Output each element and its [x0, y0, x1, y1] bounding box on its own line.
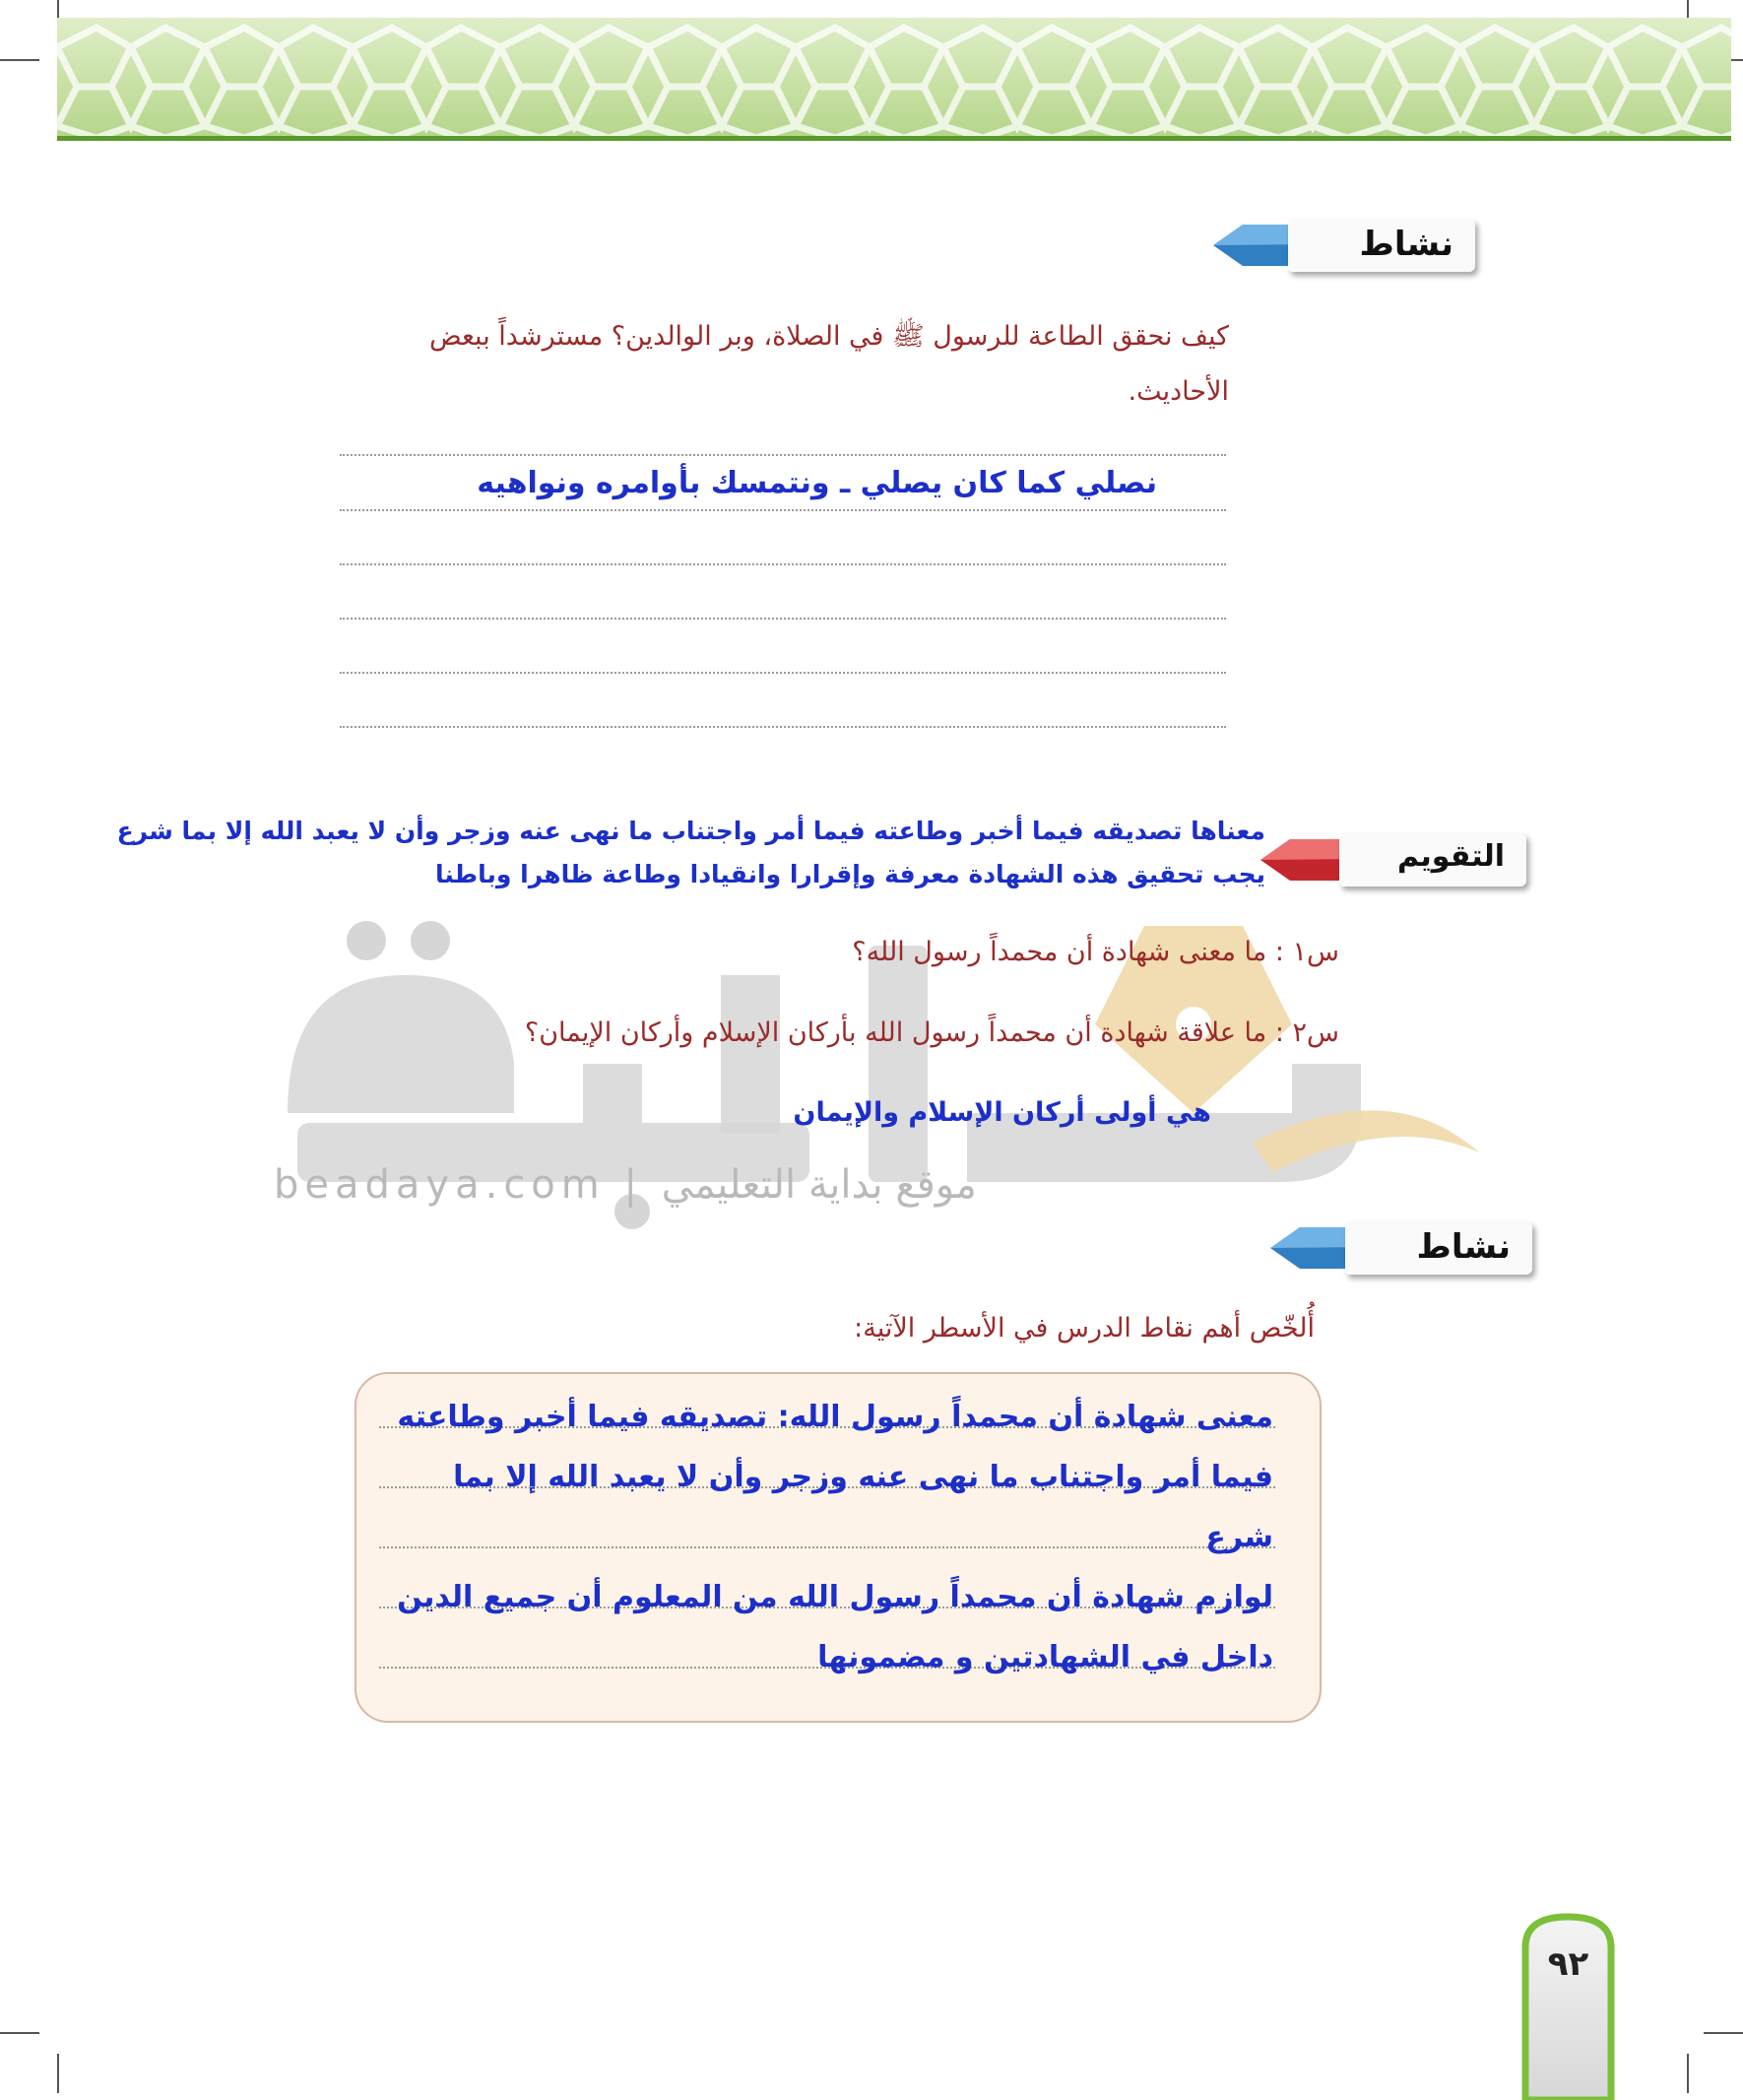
summary-text-line: لوازم شهادة أن محمداً رسول الله من المعلوم أن جميع الدين	[397, 1580, 1273, 1614]
evaluation-tag-label: التقويم	[1397, 839, 1505, 874]
answer-line	[340, 509, 1226, 511]
summary-text-line: فيما أمر واجتناب ما نهى عنه وزجر وأن لا يعبد الله إلا بما	[453, 1460, 1273, 1494]
activity-question-line: الأحاديث.	[1128, 376, 1229, 407]
summary-instruction: أُلخّص أهم نقاط الدرس في الأسطر الآتية:	[854, 1313, 1315, 1344]
header-banner	[57, 18, 1731, 138]
evaluation-answer-line: معناها تصديقه فيما أخبر وطاعته فيما أمر واجتناب ما نهى عنه وزجر وأن لا يعبد الله إلا بما شرع	[116, 817, 1265, 845]
activity-tag-label: نشاط	[1416, 1227, 1511, 1267]
answer-line	[340, 563, 1226, 565]
evaluation-question-1: س١ : ما معنى شهادة أن محمداً رسول الله؟	[852, 937, 1339, 967]
summary-text-line: داخل في الشهادتين و مضمونها	[817, 1640, 1273, 1674]
header-rule	[57, 136, 1731, 141]
crop-mark	[1687, 2054, 1689, 2093]
summary-text-line: شرع	[1205, 1520, 1273, 1554]
answer-line	[340, 672, 1226, 674]
page-number: ٩٢	[1547, 1944, 1589, 1984]
evaluation-question-2-answer: هي أولى أركان الإسلام والإيمان	[793, 1097, 1211, 1128]
answer-line	[340, 726, 1226, 728]
evaluation-tag	[1260, 833, 1526, 886]
evaluation-question-2: س٢ : ما علاقة شهادة أن محمداً رسول الله بأركان الإسلام وأركان الإيمان؟	[524, 1017, 1339, 1048]
crop-mark	[0, 59, 39, 61]
summary-text	[394, 1387, 1273, 1687]
answer-line	[340, 618, 1226, 620]
evaluation-answer	[49, 810, 1265, 896]
watermark-caption: beadaya.com | موقع بداية التعليمي	[274, 1162, 977, 1208]
evaluation-answer-line: يجب تحقيق هذه الشهادة معرفة وإقرارا وانقيادا وطاعة ظاهرا وباطنا	[434, 860, 1265, 888]
geometric-pattern-icon	[57, 18, 1731, 138]
activity-tag	[1213, 219, 1475, 272]
activity-tag-label: نشاط	[1359, 225, 1453, 264]
summary-text-line: معنى شهادة أن محمداً رسول الله: تصديقه فيما أخبر وطاعته	[397, 1400, 1273, 1434]
activity-question-line: كيف نحقق الطاعة للرسول ﷺ في الصلاة، وبر الوالدين؟ مسترشداً ببعض	[428, 321, 1229, 352]
crop-mark	[57, 2054, 59, 2093]
crop-mark	[0, 2032, 39, 2034]
page-number-tab	[1521, 1913, 1615, 2100]
answer-line	[340, 454, 1226, 456]
activity-answer: نصلي كما كان يصلي ـ ونتمسك بأوامره ونواهيه	[477, 466, 1157, 500]
activity-question	[335, 309, 1229, 420]
activity-tag	[1270, 1221, 1532, 1275]
crop-mark	[1704, 2032, 1743, 2034]
page-tab-icon	[1521, 1913, 1615, 2100]
